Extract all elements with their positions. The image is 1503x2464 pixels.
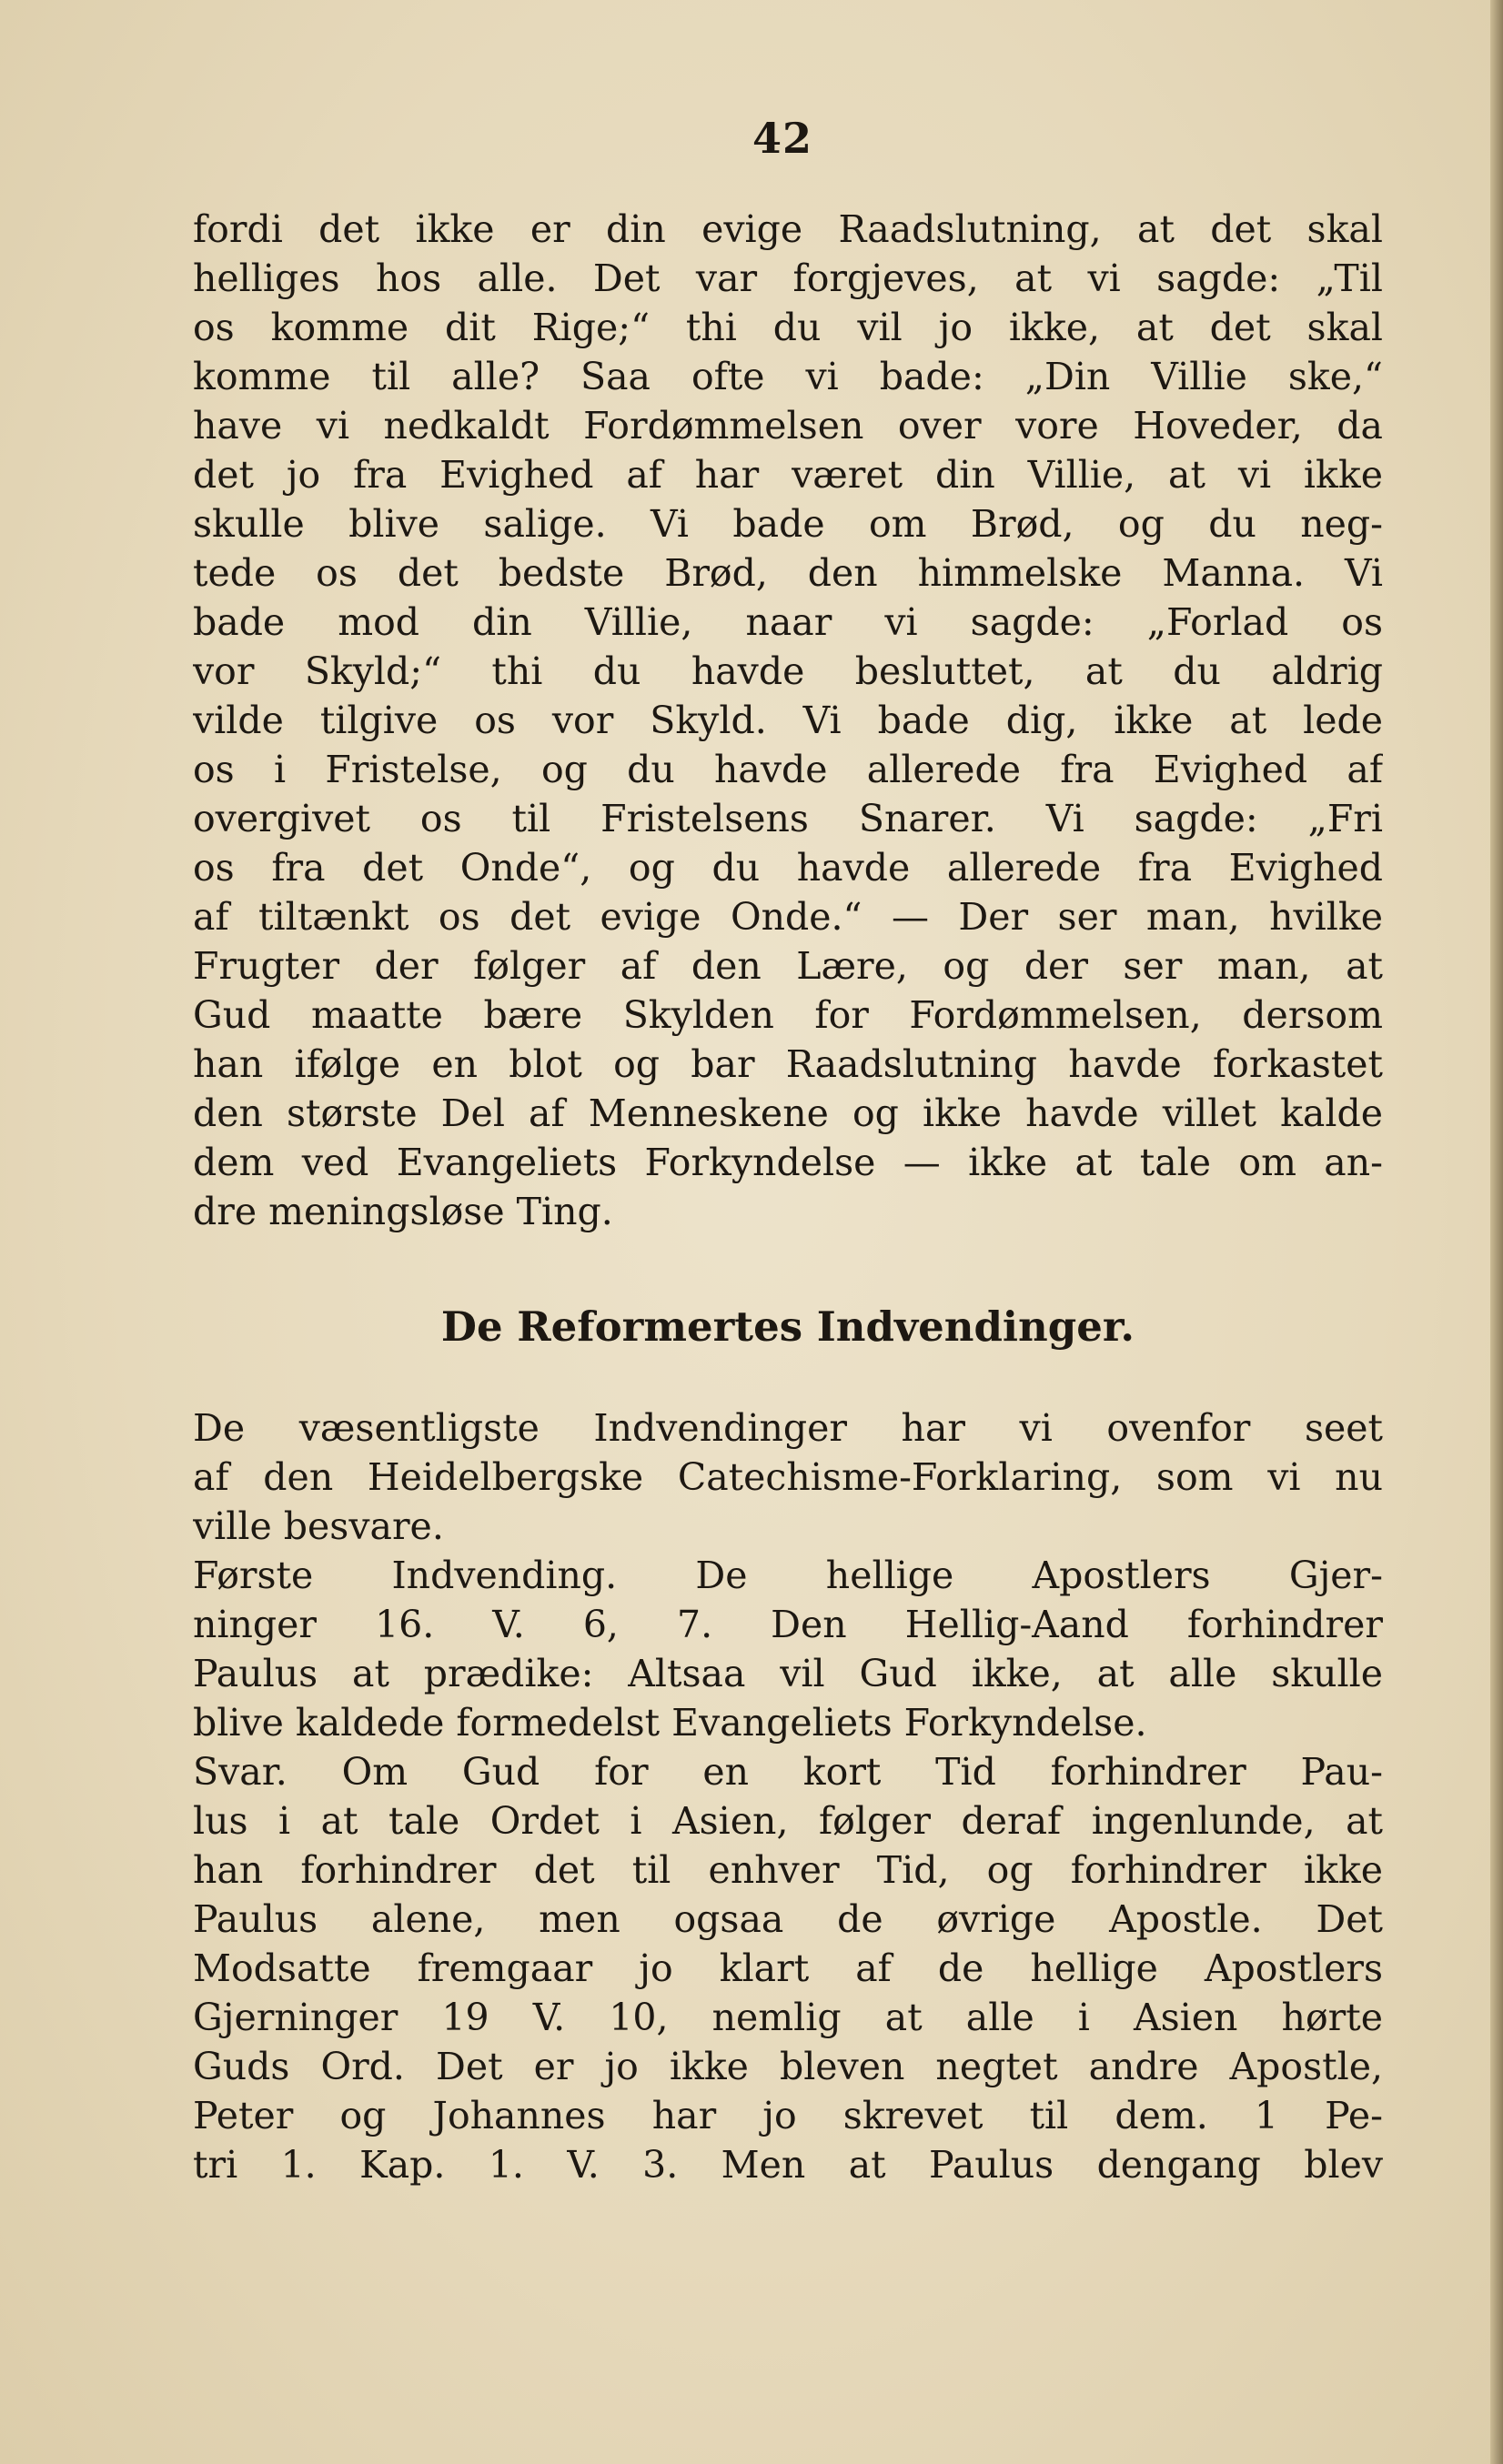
page-number: 42 xyxy=(752,114,812,163)
text-line: Modsatte fremgaar jo klart af de hellige Apostlers xyxy=(193,1946,1383,1990)
text-line: af den Heidelbergske Catechisme-Forklaring, som vi nu xyxy=(193,1455,1383,1499)
text-line: dem ved Evangeliets Forkyndelse — ikke at tale om an- xyxy=(193,1141,1383,1184)
section-heading: De Reformertes Indvendinger. xyxy=(440,1302,1135,1351)
text-line: Gud maatte bære Skylden for Fordømmelsen, dersom xyxy=(193,993,1383,1037)
text-line: Paulus alene, men ogsaa de øvrige Apostle. Det xyxy=(193,1897,1383,1941)
text-line: blive kaldede formedelst Evangeliets Forkyndelse. xyxy=(193,1701,1147,1745)
text-line: dre meningsløse Ting. xyxy=(193,1190,613,1233)
text-line: vilde tilgive os vor Skyld. Vi bade dig, ikke at lede xyxy=(193,699,1383,742)
text-line: af tiltænkt os det evige Onde.“ — Der ser man, hvilke xyxy=(193,895,1383,939)
text-line: ninger 16. V. 6, 7. Den Hellig-Aand forhindrer xyxy=(193,1603,1383,1646)
text-line: bade mod din Villie, naar vi sagde: „Forlad os xyxy=(193,600,1383,644)
text-line: overgivet os til Fristelsens Snarer. Vi sagde: „Fri xyxy=(193,797,1383,840)
text-line: Frugter der følger af den Lære, og der ser man, at xyxy=(193,944,1383,988)
text-line: vor Skyld;“ thi du havde besluttet, at du aldrig xyxy=(193,649,1383,693)
text-line: komme til alle? Saa ofte vi bade: „Din Villie ske,“ xyxy=(193,355,1383,398)
text-line: Svar. Om Gud for en kort Tid forhindrer Pau- xyxy=(193,1750,1383,1794)
text-line: ville besvare. xyxy=(193,1504,444,1548)
page-edge-shadow xyxy=(1490,0,1503,2464)
text-line: Guds Ord. Det er jo ikke bleven negtet andre Apostle, xyxy=(193,2045,1383,2088)
text-line: tede os det bedste Brød, den himmelske Manna. Vi xyxy=(193,551,1383,595)
paragraph-4 xyxy=(193,1747,1383,2189)
paragraph-1 xyxy=(193,205,1383,1236)
text-line: Første Indvending. De hellige Apostlers Gjer- xyxy=(193,1554,1383,1597)
text-line: Paulus at prædike: Altsaa vil Gud ikke, at alle skulle xyxy=(193,1652,1383,1695)
text-line: tri 1. Kap. 1. V. 3. Men at Paulus dengang blev xyxy=(193,2143,1383,2187)
paragraph-3 xyxy=(193,1551,1383,1747)
paragraph-2 xyxy=(193,1403,1383,1551)
text-line: Gjerninger 19 V. 10, nemlig at alle i Asien hørte xyxy=(193,1996,1383,2039)
text-line: De væsentligste Indvendinger har vi ovenfor seet xyxy=(193,1406,1383,1450)
text-line: Peter og Johannes har jo skrevet til dem. 1 Pe- xyxy=(193,2094,1383,2137)
page-text xyxy=(193,205,1383,2189)
text-line: helliges hos alle. Det var forgjeves, at vi sagde: „Til xyxy=(193,256,1383,300)
heading-spacer xyxy=(193,1363,1383,1403)
text-line: os fra det Onde“, og du havde allerede fra Evighed xyxy=(193,846,1383,890)
text-line: os komme dit Rige;“ thi du vil jo ikke, at det skal xyxy=(193,306,1383,349)
section-spacer xyxy=(193,1236,1383,1291)
text-line: det jo fra Evighed af har været din Villie, at vi ikke xyxy=(193,453,1383,497)
text-line: have vi nedkaldt Fordømmelsen over vore Hoveder, da xyxy=(193,404,1383,448)
text-line: han ifølge en blot og bar Raadslutning havde forkastet xyxy=(193,1042,1383,1086)
text-line: han forhindrer det til enhver Tid, og forhindrer ikke xyxy=(193,1848,1383,1892)
text-line: fordi det ikke er din evige Raadslutning, at det skal xyxy=(193,207,1383,251)
text-line: skulle blive salige. Vi bade om Brød, og du neg- xyxy=(193,502,1383,546)
text-line: lus i at tale Ordet i Asien, følger deraf ingenlunde, at xyxy=(193,1799,1383,1843)
text-line: os i Fristelse, og du havde allerede fra Evighed af xyxy=(193,748,1383,791)
text-line: den største Del af Menneskene og ikke havde villet kalde xyxy=(193,1091,1383,1135)
